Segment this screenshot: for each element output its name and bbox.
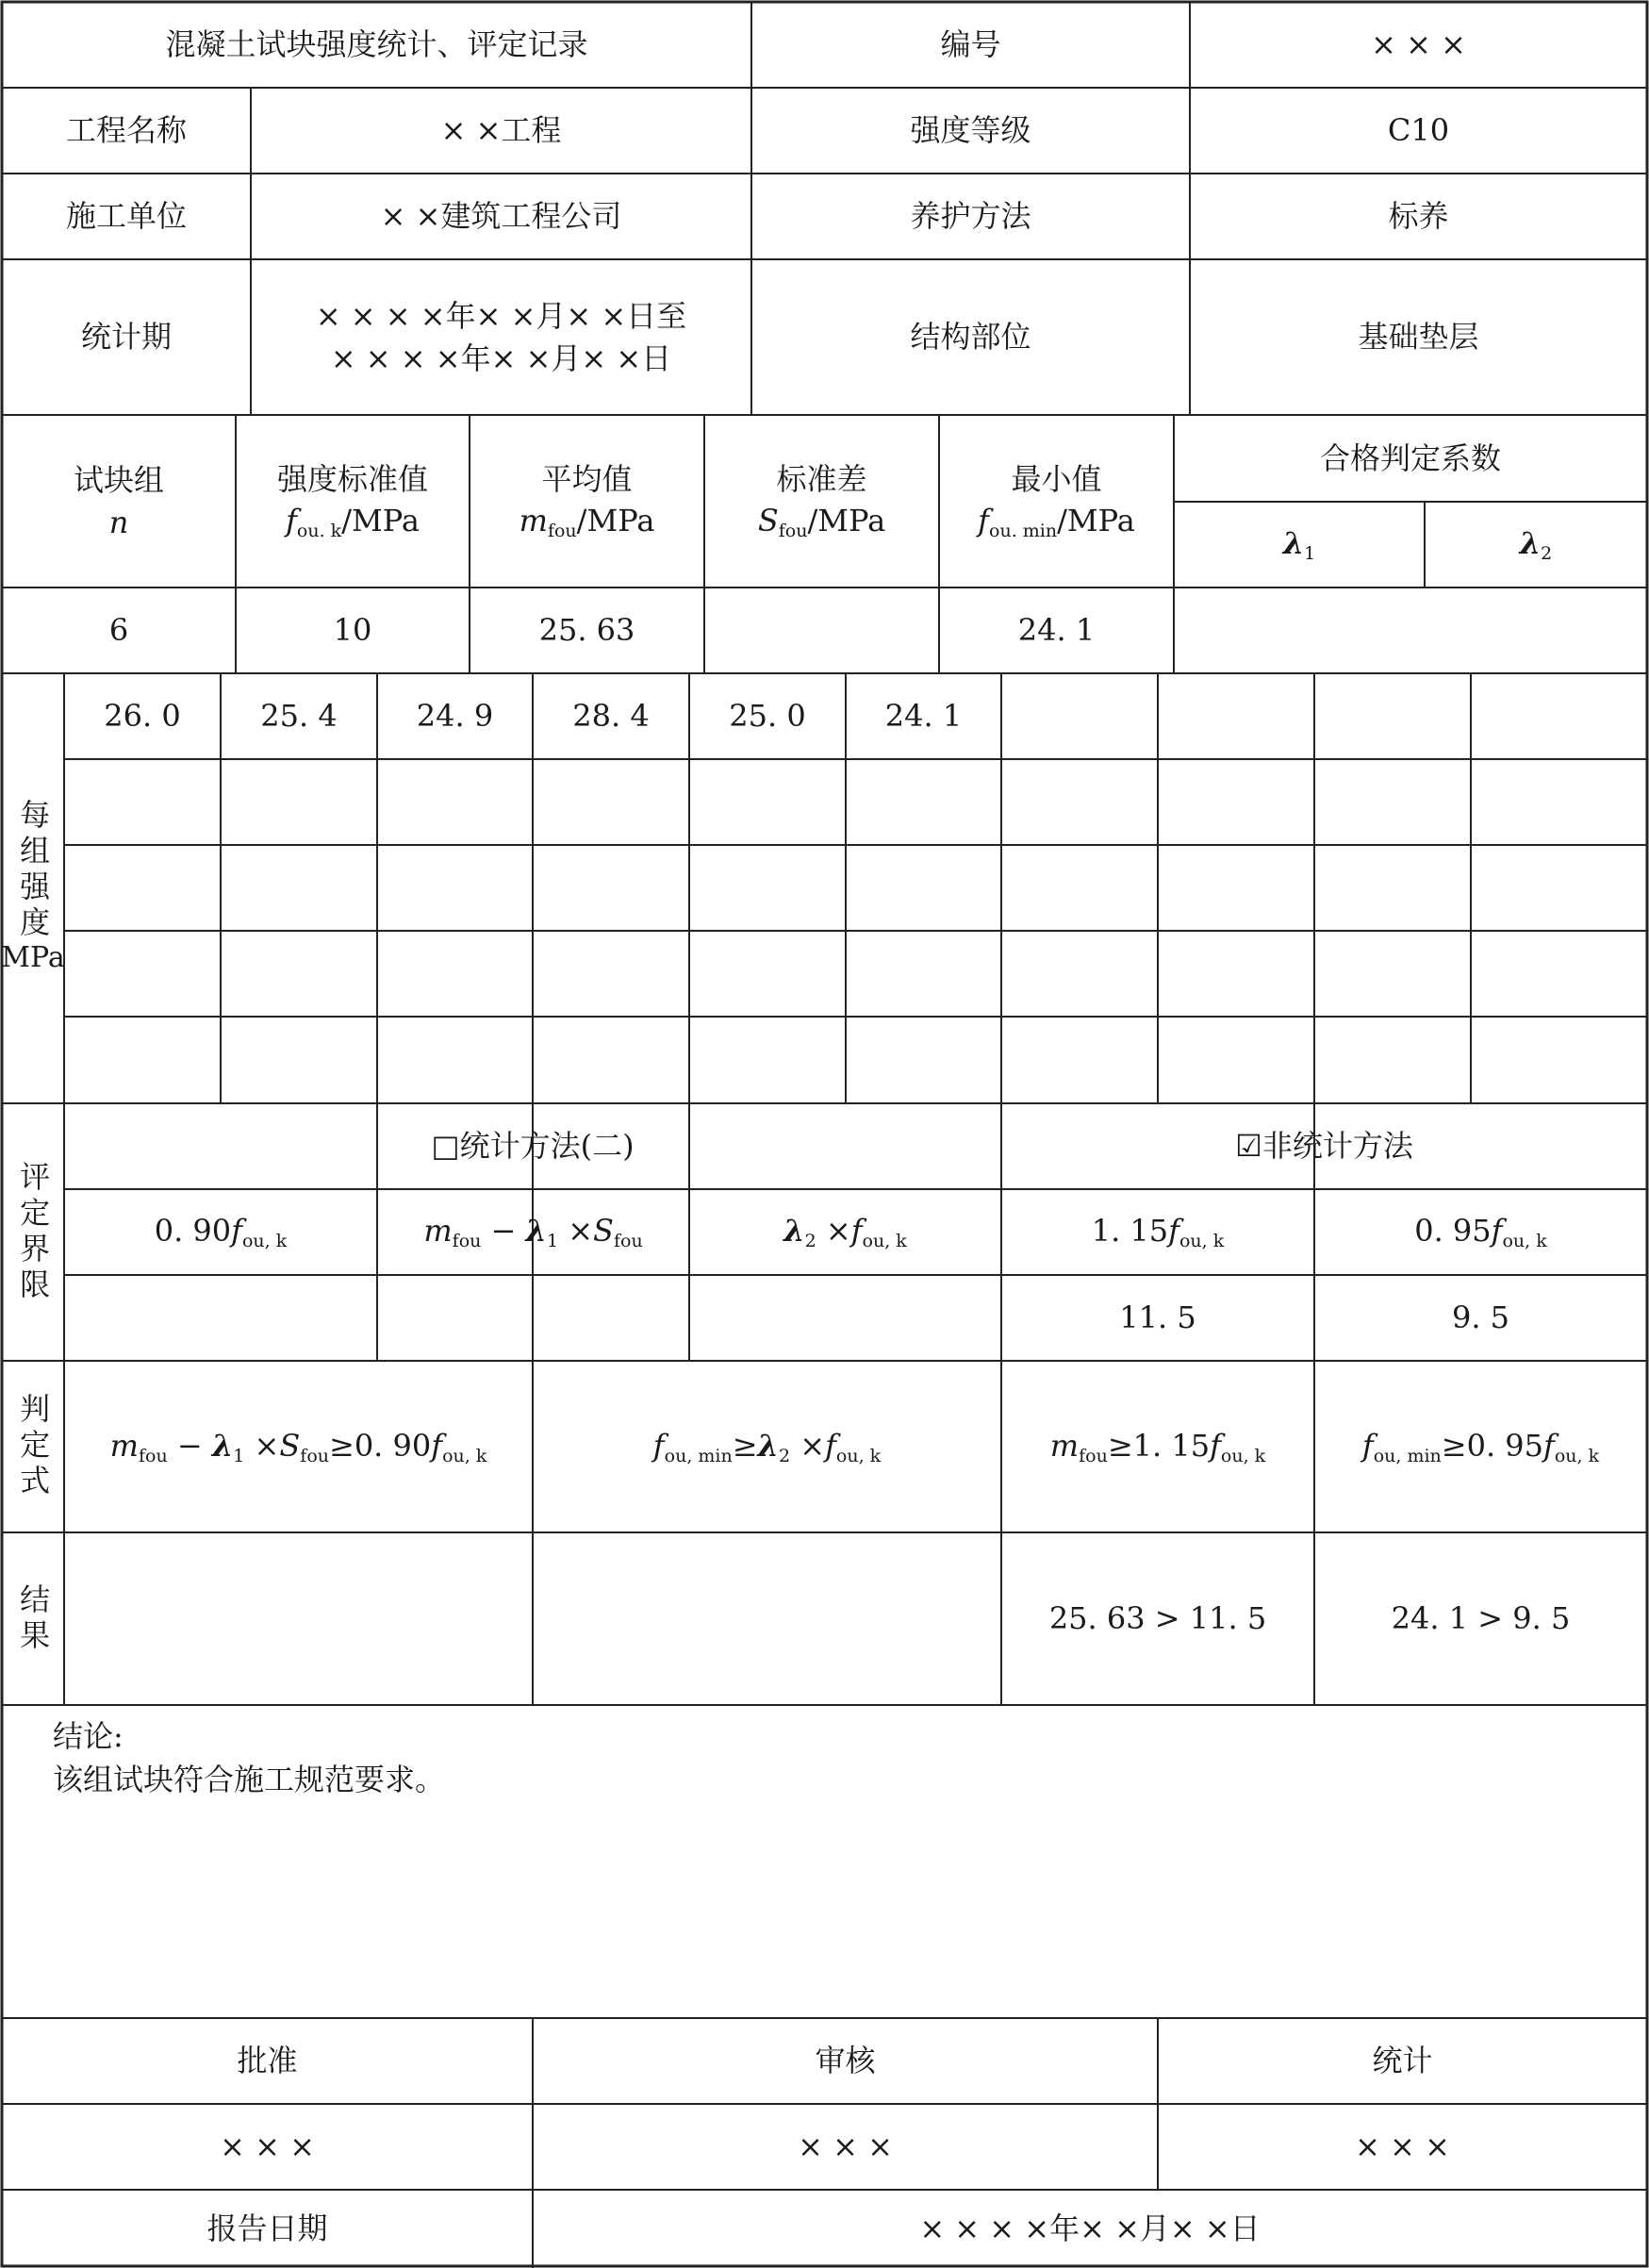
std-value-label: 强度标准值 [276,461,428,498]
f-symbol: f [1210,1427,1221,1464]
strength-cell [1471,931,1647,1017]
judgment-formula-1 [64,1361,533,1532]
times-operator: × [244,1427,280,1464]
coef: 0. 90 [354,1427,432,1464]
criterion-4-value: 11. 5 [1119,1300,1196,1336]
times-operator: × [790,1427,826,1464]
f-subscript: ou, k [1179,1231,1225,1252]
strength-cell [377,1017,533,1103]
construction-unit-value: × ×建筑工程公司 [380,198,622,235]
strength-cell [1471,673,1647,759]
strength-cell [1314,931,1471,1017]
criterion-1-value [64,1275,377,1361]
strength-cell [64,845,221,931]
f-symbol: f [1491,1213,1503,1250]
coef-label: 合格判定系数 [1319,439,1501,476]
strength-cell [1471,759,1647,845]
side-label-text: 每组强度 [15,799,52,943]
coef: 1. 15 [1091,1213,1169,1250]
min-value: 24. 1 [1017,612,1096,649]
strength-cell: 25. 4 [260,698,338,735]
strength-cell [221,759,377,845]
geq-operator: ≥ [1441,1427,1467,1464]
side-label-text: 判定式 [15,1393,52,1500]
report-date-label: 报告日期 [206,2210,328,2247]
approve-value: × × × [220,2128,315,2165]
lambda-values [1174,588,1647,673]
min-formula [978,500,1135,543]
strength-cell [64,931,221,1017]
criterion-5 [1314,1189,1647,1275]
std-value-header [236,415,470,588]
s-symbol: S [593,1213,614,1250]
strength-cell [1158,931,1314,1017]
strength-cell [846,845,1001,931]
report-date-value: × × × ×年× ×月× ×日 [919,2210,1261,2247]
strength-cell [689,1017,846,1103]
f-symbol: f [231,1213,242,1250]
criterion-2 [377,1189,689,1275]
project-name-label: 工程名称 [65,112,187,149]
coef: 0. 95 [1414,1213,1492,1250]
f-symbol: f [286,503,297,539]
side-label-unit: MPa [1,941,65,975]
lambda-subscript: 2 [1541,543,1553,565]
f-subscript: ou. min [989,521,1058,542]
side-label-text: 结果 [15,1582,52,1655]
groups-header [2,415,236,588]
f-subscript: ou, k [835,1445,882,1466]
period-end: × × × ×年× ×月× ×日 [330,339,672,376]
stat-label: 统计 [1372,2043,1433,2079]
strength-cell [846,759,1001,845]
f-subscript: ou, k [1220,1445,1266,1466]
mean-formula [519,500,655,543]
geq-operator: ≥ [1107,1427,1133,1464]
strength-cell [1001,931,1158,1017]
s-subscript: fou [613,1231,643,1252]
strength-cell [377,759,533,845]
s-symbol: S [757,503,779,539]
criterion-4 [1001,1189,1314,1275]
f-symbol: f [825,1427,836,1464]
project-name-value: × ×工程 [440,112,562,149]
lambda-subscript: 2 [804,1231,816,1252]
coef: 0. 95 [1466,1427,1544,1464]
m-subscript: fou [1079,1445,1108,1466]
strength-cell [1158,759,1314,845]
m-subscript: fou [547,521,577,542]
review-label: 审核 [815,2043,876,2079]
s-subscript: fou [300,1445,329,1466]
strength-cell [64,1017,221,1103]
lambda2-header [1425,502,1647,588]
strength-cell [377,931,533,1017]
sd-label: 标准差 [776,461,867,498]
result-3: 25. 63 > 11. 5 [1048,1600,1267,1637]
m-symbol: m [519,503,548,539]
unit: /MPa [807,503,886,539]
strength-cell [1001,759,1158,845]
strength-cell [533,845,689,931]
f-symbol: f [978,503,990,539]
minus-operator: − [481,1213,526,1250]
strength-cell: 25. 0 [729,698,806,735]
sd-header [704,415,939,588]
review-value: × × × [798,2128,893,2165]
strength-cell: 28. 4 [572,698,650,735]
lambda-symbol: λ [757,1427,779,1464]
sd-value [704,588,939,673]
curing-method-value: 标养 [1388,198,1449,235]
lambda1-header [1174,502,1425,588]
strength-cell: 26. 0 [104,698,181,735]
groups-symbol: n [108,504,129,540]
lambda-symbol: λ [783,1213,805,1250]
strength-cell [1001,673,1158,759]
conclusion-label: 结论: [53,1718,124,1754]
unit: /MPa [576,503,655,539]
approve-label: 批准 [237,2043,298,2079]
strength-cell [221,931,377,1017]
strength-cell [533,931,689,1017]
strength-cell [1314,759,1471,845]
number-label: 编号 [940,26,1001,63]
stat-value: × × × [1355,2128,1450,2165]
s-subscript: fou [778,521,808,542]
f-symbol: f [431,1427,443,1464]
statistical-method-option[interactable]: □统计方法(二) [431,1128,635,1165]
strength-cell [1158,845,1314,931]
result-2 [533,1532,1001,1705]
strength-cell [533,1017,689,1103]
strength-cell [1314,673,1471,759]
strength-cell [1314,845,1471,931]
form-title: 混凝土试块强度统计、评定记录 [165,26,588,63]
construction-unit-label: 施工单位 [65,198,187,235]
judgment-formula-3 [1001,1361,1314,1532]
strength-cell [1314,1017,1471,1103]
lambda-subscript: 1 [546,1231,559,1252]
criterion-2-value [377,1275,689,1361]
m-symbol: m [109,1427,139,1464]
strength-cell [1158,1017,1314,1103]
times-operator: × [816,1213,851,1250]
period-label: 统计期 [80,319,172,356]
lambda-symbol: λ [211,1427,234,1464]
strength-cell [377,845,533,931]
mean-header [470,415,704,588]
coef: 1. 15 [1132,1427,1211,1464]
mean-value: 25. 63 [538,612,635,649]
f-symbol: f [1168,1213,1179,1250]
geq-operator: ≥ [732,1427,758,1464]
f-subscript: ou, k [241,1231,288,1252]
m-symbol: m [1049,1427,1080,1464]
times-operator: × [558,1213,594,1250]
strength-cell: 24. 1 [884,698,963,735]
judgment-side-label [2,1361,64,1532]
groups-label: 试块组 [73,462,164,499]
strength-cell: 24. 9 [416,698,494,735]
side-label-text: 评定界限 [15,1160,52,1304]
unit: /MPa [341,503,420,539]
min-header [939,415,1174,588]
strength-cell [1471,1017,1647,1103]
strength-cell [1158,673,1314,759]
number-value: × × × [1371,26,1466,63]
judgment-formula-2 [533,1361,1001,1532]
lambda-subscript: 1 [1304,543,1316,565]
lambda-symbol: λ [525,1213,547,1250]
lambda-subscript: 1 [233,1445,245,1466]
result-1 [64,1532,533,1705]
criterion-3 [689,1189,1001,1275]
std-value-formula [286,500,420,543]
f-subscript: ou. k [296,521,342,542]
strength-cell [846,1017,1001,1103]
group-strength-side-label [2,673,64,1103]
strength-grade-value: C10 [1387,112,1450,149]
strength-cell [1001,1017,1158,1103]
f-subscript: ou, min [1373,1445,1442,1466]
mean-label: 平均值 [541,461,633,498]
non-statistical-method-option[interactable]: ☑非统计方法 [1235,1128,1413,1165]
structure-part-label: 结构部位 [910,319,1031,356]
criterion-5-value: 9. 5 [1451,1300,1510,1336]
lambda-subscript: 2 [778,1445,791,1466]
unit: /MPa [1057,503,1135,539]
minus-operator: − [167,1427,212,1464]
result-side-label [2,1532,64,1705]
lambda-symbol: λ [1519,525,1542,562]
f-subscript: ou, min [664,1445,733,1466]
strength-cell [1471,845,1647,931]
strength-cell [533,759,689,845]
coef: 0. 90 [154,1213,232,1250]
f-subscript: ou, k [862,1231,907,1252]
f-symbol: f [1543,1427,1555,1464]
strength-cell [846,931,1001,1017]
f-symbol: f [1361,1427,1374,1464]
min-label: 最小值 [1011,461,1102,498]
strength-cell [689,931,846,1017]
s-symbol: S [279,1427,301,1464]
judgment-formula-4 [1314,1361,1647,1532]
period-value [251,259,751,415]
strength-cell [221,845,377,931]
criterion-1 [64,1189,377,1275]
groups-value: 6 [108,612,129,649]
strength-cell [689,845,846,931]
criterion-3-value [689,1275,1001,1361]
curing-method-label: 养护方法 [910,198,1031,235]
conclusion-text: 该组试块符合施工规范要求。 [53,1762,446,1798]
f-subscript: ou, k [1502,1231,1547,1252]
f-symbol: f [850,1213,863,1250]
m-subscript: fou [138,1445,168,1466]
m-subscript: fou [452,1231,482,1252]
std-value-value: 10 [333,612,372,649]
f-subscript: ou, k [1554,1445,1600,1466]
lambda-symbol: λ [1282,525,1305,562]
strength-grade-label: 强度等级 [910,112,1031,149]
f-subscript: ou, k [442,1445,487,1466]
result-4: 24. 1 > 9. 5 [1391,1600,1571,1637]
evaluation-side-label [2,1103,64,1361]
structure-part-value: 基础垫层 [1358,319,1479,356]
sd-formula [758,500,885,543]
strength-cell [221,1017,377,1103]
period-start: × × × ×年× ×月× ×日至 [315,298,687,335]
geq-operator: ≥ [329,1427,355,1464]
f-symbol: f [652,1427,665,1464]
m-symbol: m [423,1213,453,1250]
strength-cell [64,759,221,845]
conclusion [53,1714,445,1802]
strength-cell [689,759,846,845]
strength-cell [1001,845,1158,931]
